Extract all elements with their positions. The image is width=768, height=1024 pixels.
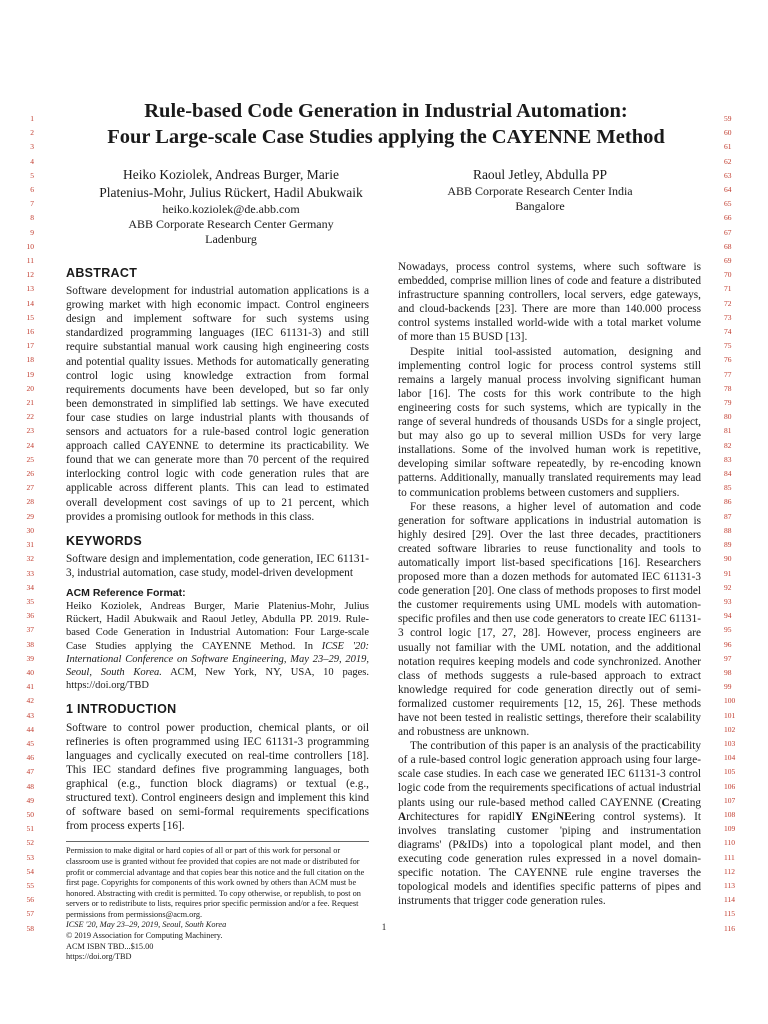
acronym-text-2: rchitectures for rapidl xyxy=(406,810,515,823)
line-number: 106 xyxy=(724,781,736,791)
line-number: 44 xyxy=(26,724,34,734)
line-number: 103 xyxy=(724,738,736,748)
title-line-2: Four Large-scale Case Studies applying the CAYENNE Method xyxy=(107,126,665,148)
line-number: 18 xyxy=(26,355,34,365)
line-number: 19 xyxy=(26,369,34,379)
line-number: 98 xyxy=(724,667,732,677)
acronym-a: A xyxy=(398,810,407,823)
acronym-text-1: reating xyxy=(669,796,701,809)
line-number: 14 xyxy=(26,298,34,308)
line-number: 6 xyxy=(30,185,34,195)
line-number: 85 xyxy=(724,483,732,493)
line-number: 61 xyxy=(724,142,732,152)
intro-paragraph-1: Software to control power production, chemical plants, or oil refineries is often programmed using IEC 61131-3 programming languages and cyclically executed on real-time controllers [18]. This IEC standard defines five programming languages, both graphical (e.g., function block diagrams) or textual (e.g., structured text). Control engineers design and implement this kind of software based on semi-formal requirements specifications from process experts [16]. xyxy=(66,721,369,833)
keywords-text: Software design and implementation, code generation, IEC 61131-3, industrial automation, case study, model-driven development xyxy=(66,552,369,579)
line-number: 42 xyxy=(26,696,34,706)
contribution-part-2: It involves translating customer 'piping and instrumentation diagrams' (P&IDs) into a topological plant model, and then executing code generation rules expressed in a novel domain-specific notation. The CAYENNE rule engine traverses the topological models and identifies specific patterns of pipes and instruments that trigger code generation rules. xyxy=(398,810,701,908)
line-number: 7 xyxy=(30,199,34,209)
intro-paragraph-3: Despite initial tool-assisted automation, designing and implementing control logic for process control systems still remains a largely manual process involving significant human labor [16]. The costs for this work contribute to the high engineering costs for such systems, which are typically in the range of several hundreds of thousands USDs for a single project, but may also go up to several million USDs for very large installations. Some of the involved human work is repetitive, developing similar software repeatedly, by re-encoding known patterns. Additionally, manually translated requirements may lead to communication problems between customers and suppliers. xyxy=(398,345,701,499)
line-number: 69 xyxy=(724,256,732,266)
line-number: 90 xyxy=(724,554,732,564)
author-names-1: Heiko Koziolek, Andreas Burger, Marie xyxy=(123,167,339,182)
abstract-heading: ABSTRACT xyxy=(66,266,138,280)
author-city: Ladenburg xyxy=(205,232,257,246)
author-block-germany xyxy=(66,166,396,247)
line-number: 94 xyxy=(724,611,732,621)
author-names: Raoul Jetley, Abdulla PP xyxy=(472,167,608,182)
author-block-india xyxy=(400,166,680,214)
left-column xyxy=(66,260,369,963)
paper-title xyxy=(60,98,712,150)
line-number: 43 xyxy=(26,710,34,720)
line-number: 97 xyxy=(724,653,732,663)
acronym-y: Y xyxy=(514,810,524,823)
line-number: 27 xyxy=(26,483,34,493)
right-column xyxy=(398,260,701,908)
acronym-text-4: ering control systems). xyxy=(571,810,686,823)
line-number: 15 xyxy=(26,312,34,322)
intro-heading: 1 INTRODUCTION xyxy=(66,702,177,717)
line-number: 38 xyxy=(26,639,34,649)
line-number: 96 xyxy=(724,639,732,649)
author-affiliation: ABB Corporate Research Center Germany xyxy=(128,217,334,231)
line-number: 17 xyxy=(26,341,34,351)
footnote-venue: ICSE '20, May 23–29, 2019, Seoul, South Korea xyxy=(66,920,227,930)
line-number: 12 xyxy=(26,270,34,280)
line-number: 39 xyxy=(26,653,34,663)
line-number: 72 xyxy=(724,298,732,308)
acronym-text-3: gi xyxy=(547,810,556,823)
line-number: 84 xyxy=(724,469,732,479)
line-number: 52 xyxy=(26,838,34,848)
line-number: 10 xyxy=(26,241,34,251)
line-number: 104 xyxy=(724,753,736,763)
acm-ref-part-2: ACM, New York, NY, USA, 10 pages. https://doi.org/TBD xyxy=(66,667,369,692)
line-number: 70 xyxy=(724,270,732,280)
line-number: 24 xyxy=(26,440,34,450)
line-number: 30 xyxy=(26,525,34,535)
line-number: 51 xyxy=(26,824,34,834)
line-number: 79 xyxy=(724,398,732,408)
line-number: 83 xyxy=(724,454,732,464)
line-number: 87 xyxy=(724,511,732,521)
line-number: 99 xyxy=(724,682,732,692)
copyright-footnote xyxy=(66,841,369,963)
acm-ref-part-1: Heiko Koziolek, Andreas Burger, Marie Platenius-Mohr, Julius Rückert, Hadil Abukwaik and Raoul Jetley, Abdulla PP. 2019. Rule-based Code Generation in Industrial Automation: Four Large-scale Case Studies applying the CAYENNE Method. In xyxy=(66,601,369,652)
line-number: 66 xyxy=(724,213,732,223)
line-number: 75 xyxy=(724,341,732,351)
line-number: 114 xyxy=(724,895,735,905)
line-number: 20 xyxy=(26,383,34,393)
line-number: 1 xyxy=(30,114,34,123)
line-number: 63 xyxy=(724,170,732,180)
line-number: 81 xyxy=(724,426,732,436)
line-number: 109 xyxy=(724,824,736,834)
keywords-heading: KEYWORDS xyxy=(66,533,143,548)
line-number: 74 xyxy=(724,327,732,337)
line-number: 13 xyxy=(26,284,34,294)
line-number: 48 xyxy=(26,781,34,791)
line-number: 25 xyxy=(26,454,34,464)
line-number: 47 xyxy=(26,767,34,777)
line-number: 55 xyxy=(26,880,34,890)
line-number: 8 xyxy=(30,213,34,223)
line-number: 68 xyxy=(724,241,732,251)
line-number: 34 xyxy=(26,582,34,592)
line-number: 16 xyxy=(26,327,34,337)
title-line-1: Rule-based Code Generation in Industrial Automation: xyxy=(144,100,628,122)
acm-ref-heading: ACM Reference Format: xyxy=(66,586,186,599)
line-number: 45 xyxy=(26,738,34,748)
line-numbers-left xyxy=(0,112,40,936)
line-number: 62 xyxy=(724,156,732,166)
acronym-ne: NE xyxy=(555,810,572,823)
line-number: 102 xyxy=(724,724,736,734)
author-affiliation: ABB Corporate Research Center India xyxy=(447,184,633,198)
author-names-2: Platenius-Mohr, Julius Rückert, Hadil Abukwaik xyxy=(99,185,363,200)
line-number: 54 xyxy=(26,866,34,876)
line-number: 91 xyxy=(724,568,732,578)
line-number: 26 xyxy=(26,469,34,479)
line-number: 110 xyxy=(724,838,735,848)
line-number: 11 xyxy=(26,256,34,266)
line-number: 71 xyxy=(724,284,732,294)
line-number: 88 xyxy=(724,525,732,535)
acronym-en: EN xyxy=(531,810,548,823)
line-number: 78 xyxy=(724,383,732,393)
contribution-part-1: The contribution of this paper is an analysis of the practicability of a rule-based control logic generation approach using four large-scale case studies. In each case we generated IEC 61131-3 control logic code from the requirements specifications of actual industrial plants using our rule-based method called CAYENNE ( xyxy=(398,740,701,809)
line-number: 29 xyxy=(26,511,34,521)
line-number: 58 xyxy=(26,923,34,933)
line-number: 37 xyxy=(26,625,34,635)
author-city: Bangalore xyxy=(515,199,565,213)
footnote-doi: https://doi.org/TBD xyxy=(66,952,132,962)
line-number: 77 xyxy=(724,369,732,379)
line-number: 108 xyxy=(724,809,736,819)
line-number: 53 xyxy=(26,852,34,862)
line-number: 50 xyxy=(26,809,34,819)
line-number: 86 xyxy=(724,497,732,507)
line-number: 2 xyxy=(30,128,34,138)
line-number: 21 xyxy=(26,398,34,408)
line-number: 92 xyxy=(724,582,732,592)
intro-paragraph-4: For these reasons, a higher level of automation and code generation for software applications in industrial automation is highly desired [29]. Over the last three decades, practitioners created software libraries to reuse functionality and tools to automatically import list-based specifications [16]. Researchers proposed more than a dozen methods for automated IEC 61131-3 code generation [20]. One class of methods proposes to first model the customer requirements using UML models with automation-specific profiles and then use code generators to create IEC 61131-3 control logic [17, 27, 28]. However, process engineers are usually not familiar with the UML notation, and the additional notation requires keeping models and code synchronized. Another class of methods suggests a rule-based approach to extract knowledge required for code generation directly out of semi-formalized customer requirements [12, 15, 26]. These methods have not been tested in realistic settings, therefore their scalability and robustness are unknown. xyxy=(398,500,701,739)
line-number: 23 xyxy=(26,426,34,436)
line-number: 32 xyxy=(26,554,34,564)
permission-text: Permission to make digital or hard copies of all or part of this work for personal or classroom use is granted without fee provided that copies are not made or distributed for profit or commercial advantage and that copies bear this notice and the full citation on the first page. Copyrights for components of this work owned by others than ACM must be honored. Abstracting with credit is permitted. To copy otherwise, or republish, to post on servers or to redistribute to lists, requires prior specific permission and/or a fee. Request permissions from permissions@acm.org. xyxy=(66,846,365,919)
line-number: 36 xyxy=(26,611,34,621)
line-number: 100 xyxy=(724,696,736,706)
line-number: 56 xyxy=(26,895,34,905)
line-number: 101 xyxy=(724,710,736,720)
line-number: 89 xyxy=(724,540,732,550)
line-numbers-right xyxy=(724,112,764,936)
author-email: heiko.koziolek@de.abb.com xyxy=(162,202,300,216)
line-number: 41 xyxy=(26,682,34,692)
line-number: 46 xyxy=(26,753,34,763)
line-number: 60 xyxy=(724,128,732,138)
abstract-text: Software development for industrial automation applications is a growing market with high economic impact. Control engineers design and implement software for such systems using standardized programming languages (IEC 61131-3) and still require substantial manual work causing high engineering costs and potential quality issues. Methods for automatically generating control logic using knowledge extraction from formal requirements documents have been developed, but so far only been demonstrated in simplified lab settings. We have executed four case studies on large industrial plants with thousands of sensors and actuators for a rule-based control logic generation approach called CAYENNE to determine its practicability. We found that we can generate more than 70 percent of the required interlocking control logic with code generation rules that are applicable across different plants. This can lead to estimated overall development cost savings of up to 21 percent, which provides a promising outlook for methods in this class. xyxy=(66,285,369,523)
line-number: 3 xyxy=(30,142,34,152)
intro-paragraph-5 xyxy=(398,739,701,908)
line-number: 59 xyxy=(724,114,732,123)
page-number: 1 xyxy=(381,922,387,932)
line-number: 33 xyxy=(26,568,34,578)
line-number: 31 xyxy=(26,540,34,550)
line-number: 57 xyxy=(26,909,34,919)
intro-paragraph-2: Nowadays, process control systems, where such software is embedded, comprise million lines of code and feature a distributed infrastructure spanning controllers, local servers, edge gateways, and cloud-backends [23]. There are more than 140.000 process control systems installed world-wide with a total market volume of more than 15 BUSD [13]. xyxy=(398,261,701,344)
line-number: 9 xyxy=(30,227,34,237)
acm-ref-venue: ICSE '20: International Conference on Software Engineering, May 23–29, 2019, Seoul, South Korea. xyxy=(66,640,370,679)
footnote-isbn: ACM ISBN TBD...$15.00 xyxy=(66,941,154,951)
line-number: 116 xyxy=(724,923,735,933)
line-number: 64 xyxy=(724,185,732,195)
acm-ref-text xyxy=(66,600,369,692)
line-number: 112 xyxy=(724,866,735,876)
line-number: 65 xyxy=(724,199,732,209)
line-number: 76 xyxy=(724,355,732,365)
line-number: 28 xyxy=(26,497,34,507)
line-number: 95 xyxy=(724,625,732,635)
line-number: 35 xyxy=(26,596,34,606)
line-number: 113 xyxy=(724,880,735,890)
line-number: 111 xyxy=(724,852,735,862)
acronym-c: C xyxy=(661,796,670,809)
line-number: 4 xyxy=(30,156,34,166)
line-number: 93 xyxy=(724,596,732,606)
line-number: 49 xyxy=(26,795,34,805)
line-number: 5 xyxy=(30,170,34,180)
line-number: 107 xyxy=(724,795,736,805)
line-number: 105 xyxy=(724,767,736,777)
footnote-copyright: © 2019 Association for Computing Machinery. xyxy=(66,931,223,941)
line-number: 67 xyxy=(724,227,732,237)
line-number: 115 xyxy=(724,909,735,919)
line-number: 22 xyxy=(26,412,34,422)
line-number: 82 xyxy=(724,440,732,450)
line-number: 40 xyxy=(26,667,34,677)
line-number: 80 xyxy=(724,412,732,422)
line-number: 73 xyxy=(724,312,732,322)
